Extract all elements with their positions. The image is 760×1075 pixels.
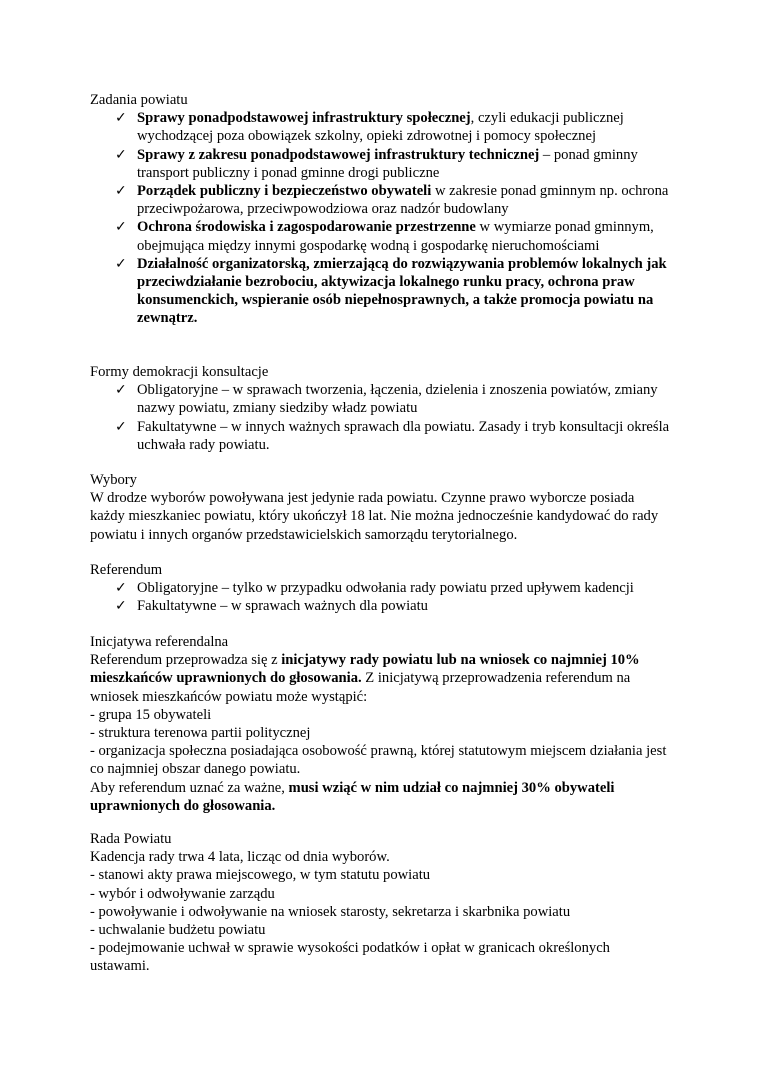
list-item <box>90 381 670 417</box>
checkmark-icon: ✓ <box>115 255 127 272</box>
section-heading: Rada Powiatu <box>90 831 172 847</box>
list-item <box>90 597 670 615</box>
list-line: - podejmowanie uchwał w sprawie wysokości podatków i opłat w granicach określonych ustawami. <box>90 940 610 975</box>
item-bold-text: Sprawy z zakresu ponadpodstawowej infrastruktury technicznej <box>137 146 540 163</box>
checkmark-icon: ✓ <box>115 183 127 200</box>
section-heading: Wybory <box>90 472 137 488</box>
checkmark-icon: ✓ <box>115 146 127 163</box>
section-referendum <box>90 561 670 616</box>
checklist <box>90 381 670 454</box>
list-item <box>90 218 670 254</box>
section-formy <box>90 363 670 454</box>
section-rada <box>90 830 670 976</box>
item-text: – ponad gminny transport publiczny i ponad gminne drogi publiczne <box>137 146 638 181</box>
checkmark-icon: ✓ <box>115 110 127 127</box>
list-item <box>90 146 670 182</box>
list-item <box>90 109 670 145</box>
checklist <box>90 579 670 615</box>
section-inicjatywa <box>90 633 670 815</box>
checklist <box>90 109 670 327</box>
bold-text-run: inicjatywy rady powiatu lub na wniosek co najmniej 10% mieszkańców uprawnionych do głosowania. <box>90 652 640 687</box>
bold-text-run: musi wziąć w nim udział co najmniej 30% obywateli uprawnionych do głosowania. <box>90 779 615 814</box>
checkmark-icon: ✓ <box>115 580 127 597</box>
list-item <box>90 418 670 454</box>
text-run: Aby referendum uznać za ważne, <box>90 779 289 796</box>
section-heading: Formy demokracji konsultacje <box>90 364 269 380</box>
section-wybory <box>90 471 670 544</box>
paragraph: Kadencja rady trwa 4 lata, licząc od dnia wyborów. <box>90 849 390 866</box>
item-text: Fakultatywne – w innych ważnych sprawach dla powiatu. Zasady i tryb konsultacji określa uchwała rady powiatu. <box>137 418 670 453</box>
checkmark-icon: ✓ <box>115 219 127 236</box>
item-text: Fakultatywne – w sprawach ważnych dla powiatu <box>137 598 428 615</box>
section-heading: Zadania powiatu <box>90 92 188 108</box>
list-line: - struktura terenowa partii politycznej <box>90 725 311 742</box>
checkmark-icon: ✓ <box>115 418 127 435</box>
item-text: w zakresie ponad gminnym np. ochrona przeciwpożarowa, przeciwpowodziowa oraz nadzór budowlany <box>137 183 669 218</box>
text-run: Referendum przeprowadza się z <box>90 652 282 669</box>
section-heading: Inicjatywa referendalna <box>90 634 229 650</box>
list-line: - uchwalanie budżetu powiatu <box>90 922 266 939</box>
checkmark-icon: ✓ <box>115 598 127 615</box>
item-bold-text: Działalność organizatorską, zmierzającą do rozwiązywania problemów lokalnych jak przeciwdziałanie bezrobociu, aktywizacja lokalnego runku pracy, ochrona praw konsumenckich, wspieranie osób niepełnosprawnych, a także promocja powiatu na zewnątrz. <box>137 255 667 327</box>
list-item <box>90 579 670 597</box>
item-bold-text: Sprawy ponadpodstawowej infrastruktury społecznej <box>137 110 471 127</box>
item-text: w wymiarze ponad gminnym, obejmująca między innymi gospodarkę wodną i gospodarkę nieruchomościami <box>137 219 654 254</box>
item-bold-text: Ochrona środowiska i zagospodarowanie przestrzenne <box>137 219 476 236</box>
section-zadania <box>90 91 670 328</box>
text-run: Z inicjatywą przeprowadzenia referendum na wniosek mieszkańców powiatu może wystąpić: <box>90 670 631 705</box>
list-line: - powoływanie i odwoływanie na wniosek starosty, sekretarza i skarbnika powiatu <box>90 903 571 920</box>
item-text: Obligatoryjne – tylko w przypadku odwołania rady powiatu przed upływem kadencji <box>137 580 634 597</box>
list-line: - stanowi akty prawa miejscowego, w tym statutu powiatu <box>90 867 431 884</box>
section-heading: Referendum <box>90 562 163 578</box>
paragraph: W drodze wyborów powoływana jest jedynie rada powiatu. Czynne prawo wyborcze posiada każdy mieszkaniec powiatu, który ukończył 18 lat. Nie można jednocześnie kandydować do rady powiatu i innych organów przedstawicielskich samorządu terytorialnego. <box>90 490 659 543</box>
item-text: Obligatoryjne – w sprawach tworzenia, łączenia, dzielenia i znoszenia powiatów, zmiany nazwy powiatu, zmiany siedziby władz powiatu <box>137 382 658 417</box>
paragraph <box>90 779 670 815</box>
list-line: - grupa 15 obywateli <box>90 706 212 723</box>
checkmark-icon: ✓ <box>115 382 127 399</box>
list-line: - wybór i odwoływanie zarządu <box>90 885 275 902</box>
list-item <box>90 182 670 218</box>
list-item <box>90 255 670 328</box>
item-bold-text: Porządek publiczny i bezpieczeństwo obywateli <box>137 183 432 200</box>
item-text: , czyli edukacji publicznej wychodzącej poza obowiązek szkolny, opieki zdrowotnej i pomocy społecznej <box>137 110 624 145</box>
paragraph <box>90 651 670 706</box>
list-line: - organizacja społeczna posiadająca osobowość prawną, której statutowym miejscem działania jest co najmniej obszar danego powiatu. <box>90 743 667 778</box>
